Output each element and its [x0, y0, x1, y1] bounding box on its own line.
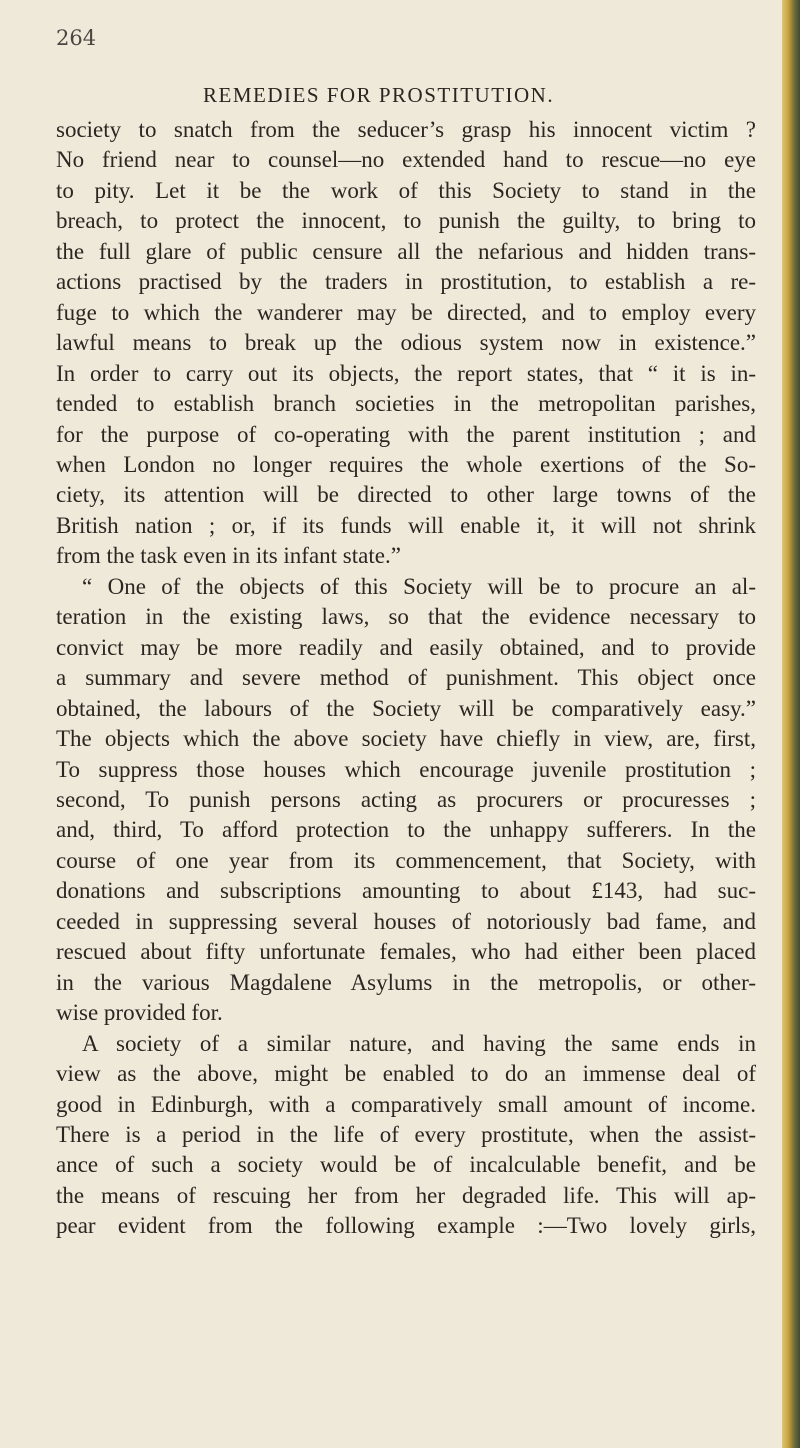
- page-number: 264: [56, 26, 97, 50]
- text-line: to pity. Let it be the work of this Society to stand in the: [56, 177, 756, 203]
- text-line: British nation ; or, if its funds will enable it, it will not shrink: [56, 512, 756, 538]
- text-line: breach, to protect the innocent, to punish the guilty, to bring to: [56, 208, 756, 234]
- text-line: tended to establish branch societies in the metropolitan parishes,: [56, 391, 756, 417]
- text-line: convict may be more readily and easily obtained, and to provide: [56, 634, 756, 660]
- text-line: society to snatch from the seducer’s grasp his innocent victim ?: [56, 117, 756, 142]
- text-line: fuge to which the wanderer may be directed, and to employ every: [56, 299, 756, 325]
- text-line: in the various Magdalene Asylums in the metropolis, or other-: [56, 969, 756, 995]
- text-line: teration in the existing laws, so that the evidence necessary to: [56, 604, 756, 630]
- text-line: actions practised by the traders in prostitution, to establish a re-: [56, 269, 756, 295]
- text-line: A society of a similar nature, and having the same ends in: [82, 1030, 756, 1056]
- text-line: view as the above, might be enabled to do an immense deal of: [56, 1061, 756, 1087]
- text-line: course of one year from its commencement, that Society, with: [56, 847, 756, 873]
- text-line: ceeded in suppressing several houses of notoriously bad fame, and: [56, 908, 756, 934]
- text-line: rescued about fifty unfortunate females, who had either been placed: [56, 939, 756, 965]
- running-head: REMEDIES FOR PROSTITUTION.: [203, 83, 555, 107]
- text-line: ciety, its attention will be directed to other large towns of the: [56, 482, 756, 508]
- body-text: [56, 115, 756, 1242]
- text-line: second, To punish persons acting as procurers or procuresses ;: [56, 786, 756, 812]
- text-line: and, third, To afford protection to the unhappy sufferers. In the: [56, 817, 756, 843]
- text-line: from the task even in its infant state.”: [56, 543, 401, 569]
- text-line: The objects which the above society have chiefly in view, are, first,: [56, 726, 756, 752]
- page-edge: [782, 0, 800, 1448]
- text-line: good in Edinburgh, with a comparatively small amount of income.: [56, 1091, 756, 1117]
- text-line: a summary and severe method of punishment. This object once: [56, 665, 756, 691]
- text-line: lawful means to break up the odious system now in existence.”: [56, 330, 756, 356]
- text-line: wise provided for.: [56, 1000, 223, 1026]
- text-line: the full glare of public censure all the nefarious and hidden trans-: [56, 238, 756, 264]
- text-line: pear evident from the following example :—Two lovely girls,: [56, 1213, 756, 1239]
- text-line: There is a period in the life of every prostitute, when the assist-: [56, 1121, 756, 1147]
- text-line: No friend near to counsel—no extended hand to rescue—no eye: [56, 147, 756, 173]
- text-line: the means of rescuing her from her degraded life. This will ap-: [56, 1182, 756, 1208]
- text-line: donations and subscriptions amounting to about £143, had suc-: [56, 878, 756, 904]
- text-line: In order to carry out its objects, the report states, that “ it is in-: [56, 360, 756, 386]
- text-line: “ One of the objects of this Society will be to procure an al-: [82, 573, 756, 599]
- text-line: for the purpose of co-operating with the parent institution ; and: [56, 421, 756, 447]
- text-line: To suppress those houses which encourage juvenile prostitution ;: [56, 756, 756, 782]
- text-line: obtained, the labours of the Society will be comparatively easy.”: [56, 695, 756, 721]
- text-line: when London no longer requires the whole exertions of the So-: [56, 451, 756, 477]
- text-line: ance of such a society would be of incalculable benefit, and be: [56, 1152, 756, 1178]
